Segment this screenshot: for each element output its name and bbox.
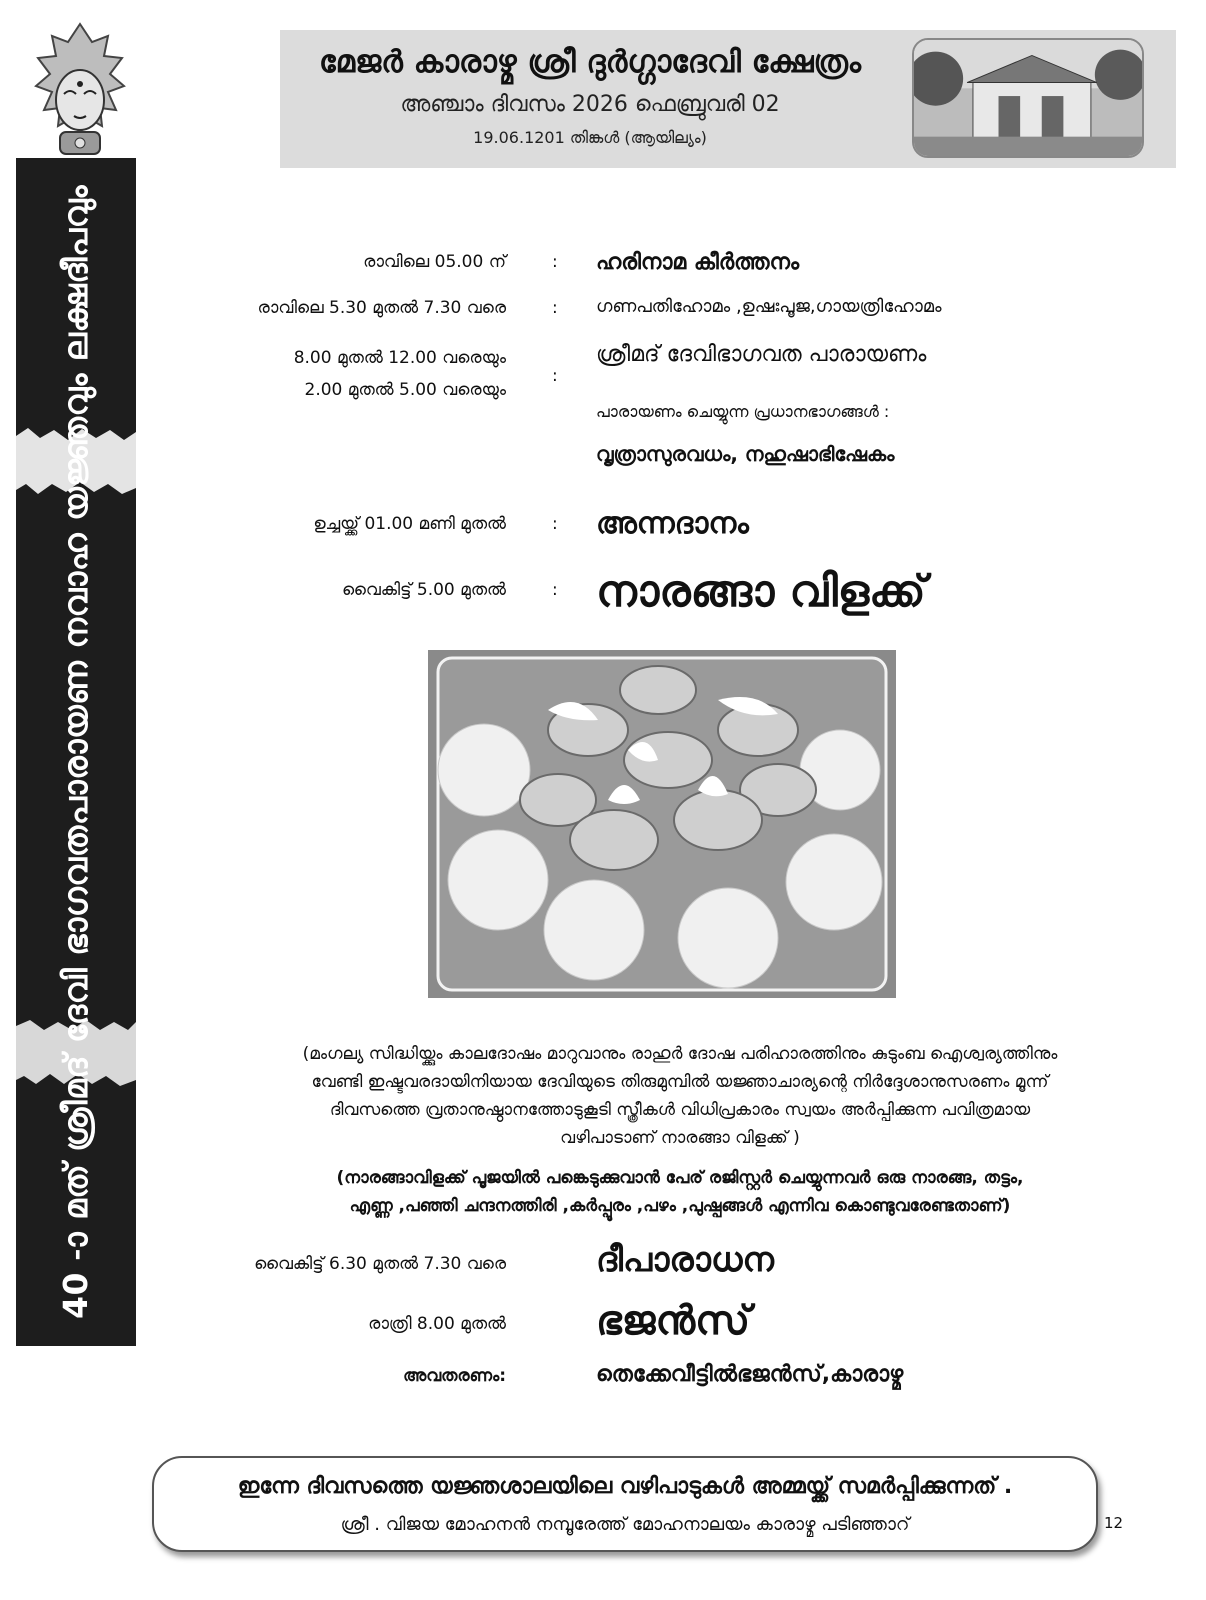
schedule-time: 8.00 മുതൽ 12.00 വരെയും: [293, 348, 506, 368]
colon: :: [552, 580, 558, 600]
schedule-time-2: 2.00 മുതൽ 5.00 വരെയും: [304, 380, 506, 400]
header-box: [280, 30, 1176, 168]
colon: :: [552, 366, 558, 386]
temple-title: മേജർ കാരാഴ്മ ശ്രീ ദുർഗ്ഗാദേവി ക്ഷേത്രം: [319, 44, 861, 80]
reading-parts-label: പാരായണം ചെയ്യുന്ന പ്രധാനഭാഗങ്ങൾ :: [596, 402, 890, 421]
sponsor-heading: ഇന്നേ ദിവസത്തെ യജ്ഞശാലയിലെ വഴിപാടുകൾ അമ്മയ്ക്ക് സമർപ്പിക്കുന്നത് .: [237, 1474, 1013, 1499]
evening-desc: ദീപാരാധന: [596, 1240, 774, 1280]
reading-parts-value: വൃത്രാസുരവധം, നഹുഷാഭിഷേകം: [596, 442, 895, 466]
colon: :: [552, 514, 558, 534]
schedule-desc: അന്നദാനം: [596, 506, 749, 541]
day-subtitle: അഞ്ചാം ദിവസം 2026 ഫെബ്രുവരി 02: [400, 92, 780, 117]
evening-desc: ഭജൻസ്: [596, 1298, 751, 1344]
note-line: (മംഗല്യ സിദ്ധിയ്ക്കും കാലദോഷം മാറുവാനും രാഹുർ ദോഷ പരിഹാരത്തിനും കുടുംബ ഐശ്വര്യത്തിനും: [302, 1044, 1058, 1064]
side-banner: [16, 158, 136, 1346]
colon: :: [552, 252, 558, 272]
schedule-time: ഉച്ചയ്ക്ക് 01.00 മണി മുതൽ: [313, 514, 506, 534]
evening-time: രാത്രി 8.00 മുതൽ: [368, 1314, 506, 1334]
goddess-ornament-icon: [30, 22, 130, 160]
schedule-desc: ഹരിനാമ കീർത്തനം: [596, 250, 800, 275]
presenter-label: അവതരണം:: [403, 1366, 506, 1386]
sponsor-box: [152, 1456, 1098, 1552]
malayalam-date: 19.06.1201 തിങ്കൾ (ആയില്യം): [473, 128, 707, 147]
note-line: ദിവസത്തെ വ്രതാനുഷ്ഠാനത്തോടുകൂടി സ്ത്രീകൾ വിധിപ്രകാരം സ്വയം അർപ്പിക്കുന്ന പവിത്രമായ: [329, 1100, 1031, 1120]
temple-photo: [912, 38, 1144, 158]
presenter-name: തെക്കേവീട്ടിൽഭജൻസ്,കാരാഴ്മ: [596, 1362, 904, 1387]
evening-time: വൈകിട്ട് 6.30 മുതൽ 7.30 വരെ: [254, 1254, 506, 1274]
schedule-desc: ഗണപതിഹോമം ,ഉഷഃപൂജ,ഗായത്രിഹോമം: [596, 296, 942, 317]
side-banner-text: 40 -ാ മത് ശ്രീമദ് ദേവി ഭാഗവതപാരായണ നവാഹ യജ്ഞവും ലക്ഷദീപവും: [56, 185, 95, 1319]
schedule-time: രാവിലെ 5.30 മുതൽ 7.30 വരെ: [257, 298, 506, 318]
schedule-desc-highlight: നാരങ്ങാ വിളക്ക്: [596, 566, 926, 617]
page-number: 12: [1104, 1514, 1124, 1532]
sponsor-name: ശ്രീ . വിജയ മോഹനൻ നമ്പൂരേത്ത് മോഹനാലയം കാരാഴ്മ പടിഞ്ഞാറ്: [340, 1514, 910, 1535]
colon: :: [552, 298, 558, 318]
registration-note: (നാരങ്ങാവിളക്ക് പൂജയിൽ പങ്കെടുക്കുവാൻ പേര് രജിസ്റ്റർ ചെയ്യുന്നവർ ഒരു നാരങ്ങ, തട്ടം,: [336, 1168, 1024, 1188]
lamp-flowers-photo: [428, 650, 896, 998]
note-line: വേണ്ടി ഇഷ്ടവരദായിനിയായ ദേവിയുടെ തിരുമുമ്പിൽ യജ്ഞാചാര്യന്റെ നിർദ്ദേശാനുസരണം മൂന്ന്: [311, 1072, 1049, 1092]
registration-note: എണ്ണ ,പഞ്ഞി ചന്ദനത്തിരി ,കർപ്പൂരം ,പഴം ,പുഷ്പങ്ങൾ എന്നിവ കൊണ്ടുവരേണ്ടതാണ്): [349, 1196, 1011, 1216]
schedule-time: രാവിലെ 05.00 ന്: [363, 252, 506, 272]
note-line: വഴിപാടാണ് നാരങ്ങാ വിളക്ക് ): [560, 1128, 800, 1148]
schedule-time: വൈകിട്ട് 5.00 മുതൽ: [341, 580, 506, 600]
schedule-desc: ശ്രീമദ് ദേവിഭാഗവത പാരായണം: [596, 342, 927, 367]
